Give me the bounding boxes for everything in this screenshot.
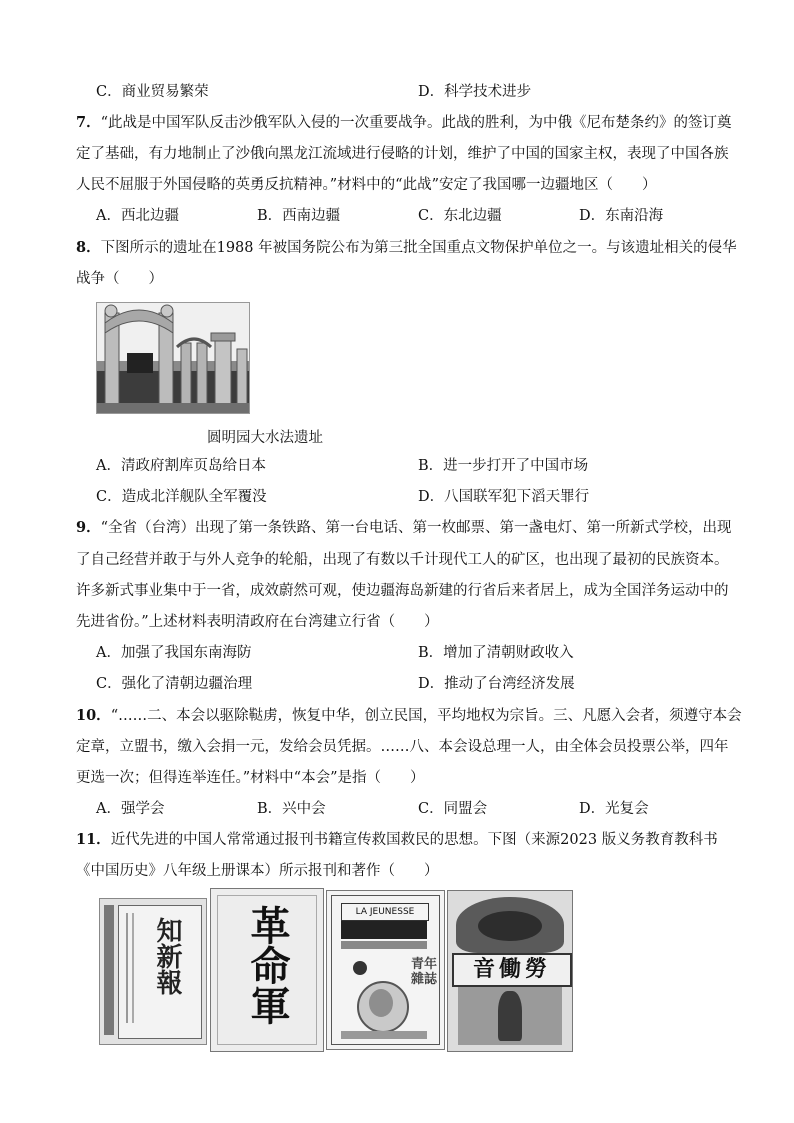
q8-line-2: 战争（ ） — [76, 271, 163, 287]
q7-option-d: D．东南沿海 — [579, 208, 664, 224]
gemingjun-book-image — [210, 888, 324, 1052]
q11-number: 11． — [76, 831, 111, 848]
q10-number: 10． — [76, 707, 111, 724]
q9-line-4: 先进省份。”上述材料表明清政府在台湾建立行省（ ） — [76, 614, 439, 630]
q9-option-a: A．加强了我国东南海防 — [96, 645, 252, 661]
q10-line-2: 定章，立盟书，缴入会捐一元，发给会员凭据。……八、本会设总理一人，由全体会员投票公举，四年 — [76, 739, 729, 755]
q7-line-3: 人民不屈服于外国侵略的英勇反抗精神。”材料中的“此战”安定了我国哪一边疆地区（ ） — [76, 177, 657, 193]
q9-option-d: D．推动了台湾经济发展 — [418, 676, 575, 692]
q10-option-d: D．光复会 — [579, 801, 649, 817]
q7-option-b: B．西南边疆 — [257, 208, 341, 224]
q8-option-a: A．清政府割库页岛给日本 — [96, 458, 266, 474]
laodongyin-newspaper-image — [447, 890, 573, 1052]
q8-option-d: D．八国联军犯下滔天罪行 — [418, 489, 590, 505]
la-jeunesse-title: LA JEUNESSE — [341, 903, 429, 921]
q10-option-b: B．兴中会 — [257, 801, 326, 817]
la-jeunesse-magazine-image — [326, 890, 445, 1050]
q10-option-c: C．同盟会 — [418, 801, 488, 817]
laodongyin-title: 音働勞 — [452, 953, 572, 987]
q9-line-1: “全省（台湾）出现了第一条铁路、第一台电话、第一枚邮票、第一盏电灯、第一所新式学校，出现 — [100, 520, 732, 536]
q8-option-b: B．进一步打开了中国市场 — [418, 458, 589, 474]
q9-line-3: 许多新式事业集中于一省，成效蔚然可观，使边疆海岛新建的行省后来者居上，成为全国洋务运动中的 — [76, 583, 729, 599]
q9-line-2: 了自己经营并敢于与外人竞争的轮船，出现了有数以千计现代工人的矿区，也出现了最初的民族资本。 — [76, 552, 729, 568]
q11-line-2: 《中国历史》八年级上册课本）所示报刊和著作（ ） — [76, 863, 439, 879]
q7-option-c: C．东北边疆 — [418, 208, 502, 224]
q9-number: 9． — [76, 519, 101, 536]
q7-option-a: A．西北边疆 — [96, 208, 179, 224]
q10-option-a: A．强学会 — [96, 801, 165, 817]
q10-line-3: 更选一次；但得连举连任。”材料中“本会”是指（ ） — [76, 770, 425, 786]
q7-number: 7． — [76, 114, 101, 131]
zhixinbao-newspaper-image — [99, 898, 207, 1045]
zhixinbao-title: 知新報 — [152, 917, 182, 995]
q10-line-1: “……二、本会以驱除鞑虏，恢复中华，创立民国，平均地权为宗旨。三、凡愿入会者，须遵守本会 — [110, 708, 742, 724]
q7-line-2: 定了基础，有力地制止了沙俄向黑龙江流域进行侵略的计划，维护了中国的国家主权，表现了中国各族 — [76, 146, 729, 162]
q8-option-c: C．造成北洋舰队全军覆没 — [96, 489, 267, 505]
q11-line-1: 近代先进的中国人常常通过报刊书籍宣传救国救民的思想。下图（来源2023 版义务教育教科书 — [110, 832, 718, 848]
q6-option-c: C．商业贸易繁荣 — [96, 84, 209, 100]
q9-option-c: C．强化了清朝边疆治理 — [96, 676, 253, 692]
gemingjun-title: 革命軍 — [244, 905, 291, 1025]
yuanmingyuan-ruins-photo — [96, 302, 250, 414]
q8-number: 8． — [76, 239, 101, 256]
q7-line-1: “此战是中国军队反击沙俄军队入侵的一次重要战争。此战的胜利，为中俄《尼布楚条约》的签订奠 — [100, 115, 732, 131]
q6-option-d: D．科学技术进步 — [418, 84, 532, 100]
qingnian-zazhi-title: 青年雜誌 — [411, 957, 438, 987]
q8-line-1: 下图所示的遗址在1988 年被国务院公布为第三批全国重点文物保护单位之一。与该遗址相关的侵华 — [100, 240, 737, 256]
q9-option-b: B．增加了清朝财政收入 — [418, 645, 574, 661]
q8-image-caption: 圆明园大水法遗址 — [207, 430, 323, 446]
